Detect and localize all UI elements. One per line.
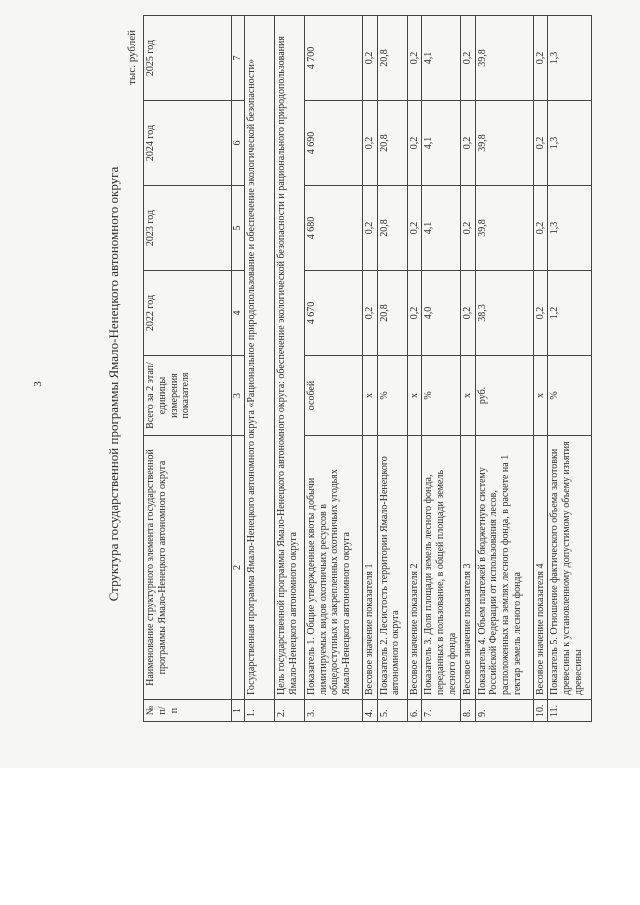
row-number: 11. — [548, 700, 592, 722]
value-2025: 0,2 — [407, 16, 422, 101]
col-number: 6 — [232, 101, 245, 186]
value-2022: 20,8 — [377, 271, 407, 356]
value-2023: 0,2 — [533, 186, 548, 271]
value-2023: 4,1 — [422, 186, 460, 271]
value-2022: 4 670 — [304, 271, 362, 356]
value-2025: 0,2 — [362, 16, 377, 101]
col-number: 3 — [232, 356, 245, 436]
row-name: Весовое значение показателя 3 — [460, 436, 475, 700]
table-row — [548, 16, 592, 722]
value-2025: 39,8 — [475, 16, 533, 101]
row-number: 2. — [274, 700, 304, 722]
row-name: Весовое значение показателя 2 — [407, 436, 422, 700]
program-structure-table — [143, 15, 592, 722]
table-row — [377, 16, 407, 722]
table-row — [422, 16, 460, 722]
row-unit: особей — [304, 356, 362, 436]
header-2025: 2025 год — [144, 16, 232, 101]
row-unit: х — [460, 356, 475, 436]
table-row — [362, 16, 377, 722]
row-unit: % — [377, 356, 407, 436]
value-2023: 0,2 — [407, 186, 422, 271]
table-row — [475, 16, 533, 722]
row-name: Показатель 4. Объем платежей в бюджетную систему Российской Федерации от использования лесов, расположенных на землях лесного фонда, в расчете на 1 гектар земель лесного фонда — [475, 436, 533, 700]
value-2022: 4,0 — [422, 271, 460, 356]
program-goal-cell: Цель государственной программы Ямало-Ненецкого автономного округа: обеспечение экологической безопасности и рационального природопользования Ямало-Ненецкого автономного округа — [274, 16, 304, 700]
row-unit: % — [422, 356, 460, 436]
table-row — [533, 16, 548, 722]
row-number: 9. — [475, 700, 533, 722]
row-number: 8. — [460, 700, 475, 722]
value-2025: 4,1 — [422, 16, 460, 101]
value-2025: 1,3 — [548, 16, 592, 101]
col-number: 5 — [232, 186, 245, 271]
table-row — [407, 16, 422, 722]
row-name: Показатель 1. Общие утвержденные квоты добычи лимитируемых видов охотничьих ресурсов в общедоступных и закрепленных охотничьих угодьях Ямало-Ненецкого автономного округа — [304, 436, 362, 700]
value-2023: 20,8 — [377, 186, 407, 271]
row-unit: руб. — [475, 356, 533, 436]
row-number: 5. — [377, 700, 407, 722]
value-2023: 0,2 — [460, 186, 475, 271]
row-unit: х — [362, 356, 377, 436]
row-name: Весовое значение показателя 1 — [362, 436, 377, 700]
value-2024: 0,2 — [533, 101, 548, 186]
row-unit: х — [407, 356, 422, 436]
header-2023: 2023 год — [144, 186, 232, 271]
row-number: 6. — [407, 700, 422, 722]
value-2024: 39,8 — [475, 101, 533, 186]
value-2025: 0,2 — [460, 16, 475, 101]
value-2022: 0,2 — [407, 271, 422, 356]
value-2025: 0,2 — [533, 16, 548, 101]
value-2025: 20,8 — [377, 16, 407, 101]
value-2024: 1,3 — [548, 101, 592, 186]
value-2023: 4 680 — [304, 186, 362, 271]
value-2024: 4 690 — [304, 101, 362, 186]
value-2022: 0,2 — [362, 271, 377, 356]
row-name: Показатель 2. Лесистость территории Ямало-Ненецкого автономного округа — [377, 436, 407, 700]
page-number: 3 — [32, 381, 44, 387]
value-2022: 0,2 — [533, 271, 548, 356]
value-2023: 39,8 — [475, 186, 533, 271]
value-2024: 4,1 — [422, 101, 460, 186]
row-number: 1. — [244, 700, 274, 722]
col-number: 7 — [232, 16, 245, 101]
row-unit: % — [548, 356, 592, 436]
row-name: Показатель 3. Доля площади земель лесного фонда, переданных в пользование, в общей площади земель лесного фонда — [422, 436, 460, 700]
col-number: 2 — [232, 436, 245, 700]
table-row — [274, 16, 304, 722]
value-2025: 4 700 — [304, 16, 362, 101]
value-2022: 0,2 — [460, 271, 475, 356]
row-number: 10. — [533, 700, 548, 722]
value-2024: 0,2 — [362, 101, 377, 186]
units-note: тыс. рублей — [126, 30, 138, 85]
value-2022: 1,2 — [548, 271, 592, 356]
program-title-cell: Государственная программа Ямало-Ненецкого автономного округа «Рациональное природопользование и обеспечение экологической безопасности» — [244, 16, 274, 700]
value-2023: 0,2 — [362, 186, 377, 271]
table-row — [244, 16, 274, 722]
header-2024: 2024 год — [144, 101, 232, 186]
value-2024: 20,8 — [377, 101, 407, 186]
row-number: 7. — [422, 700, 460, 722]
value-2024: 0,2 — [460, 101, 475, 186]
table-row — [460, 16, 475, 722]
row-name: Весовое значение показателя 4 — [533, 436, 548, 700]
header-2022: 2022 год — [144, 271, 232, 356]
page-margin — [0, 768, 640, 905]
row-number: 4. — [362, 700, 377, 722]
row-name: Показатель 5. Отношение фактического объема заготовки древесины к установленному допустимому объему изъятия древесины — [548, 436, 592, 700]
value-2024: 0,2 — [407, 101, 422, 186]
row-number: 3. — [304, 700, 362, 722]
document-title: Структура государственной программы Ямало-Ненецкого автономного округа — [106, 166, 121, 602]
header-name: Наименование структурного элемента государственной программы Ямало-Ненецкого автономного округа — [144, 436, 232, 700]
column-numbers-row — [232, 16, 245, 722]
header-total: Всего за 2 этап/ единицы измерения показателя — [144, 356, 232, 436]
value-2023: 1,3 — [548, 186, 592, 271]
col-number: 1 — [232, 700, 245, 722]
col-number: 4 — [232, 271, 245, 356]
header-row — [144, 16, 232, 722]
header-num: № п/п — [144, 700, 232, 722]
table-row — [304, 16, 362, 722]
value-2022: 38,3 — [475, 271, 533, 356]
row-unit: х — [533, 356, 548, 436]
